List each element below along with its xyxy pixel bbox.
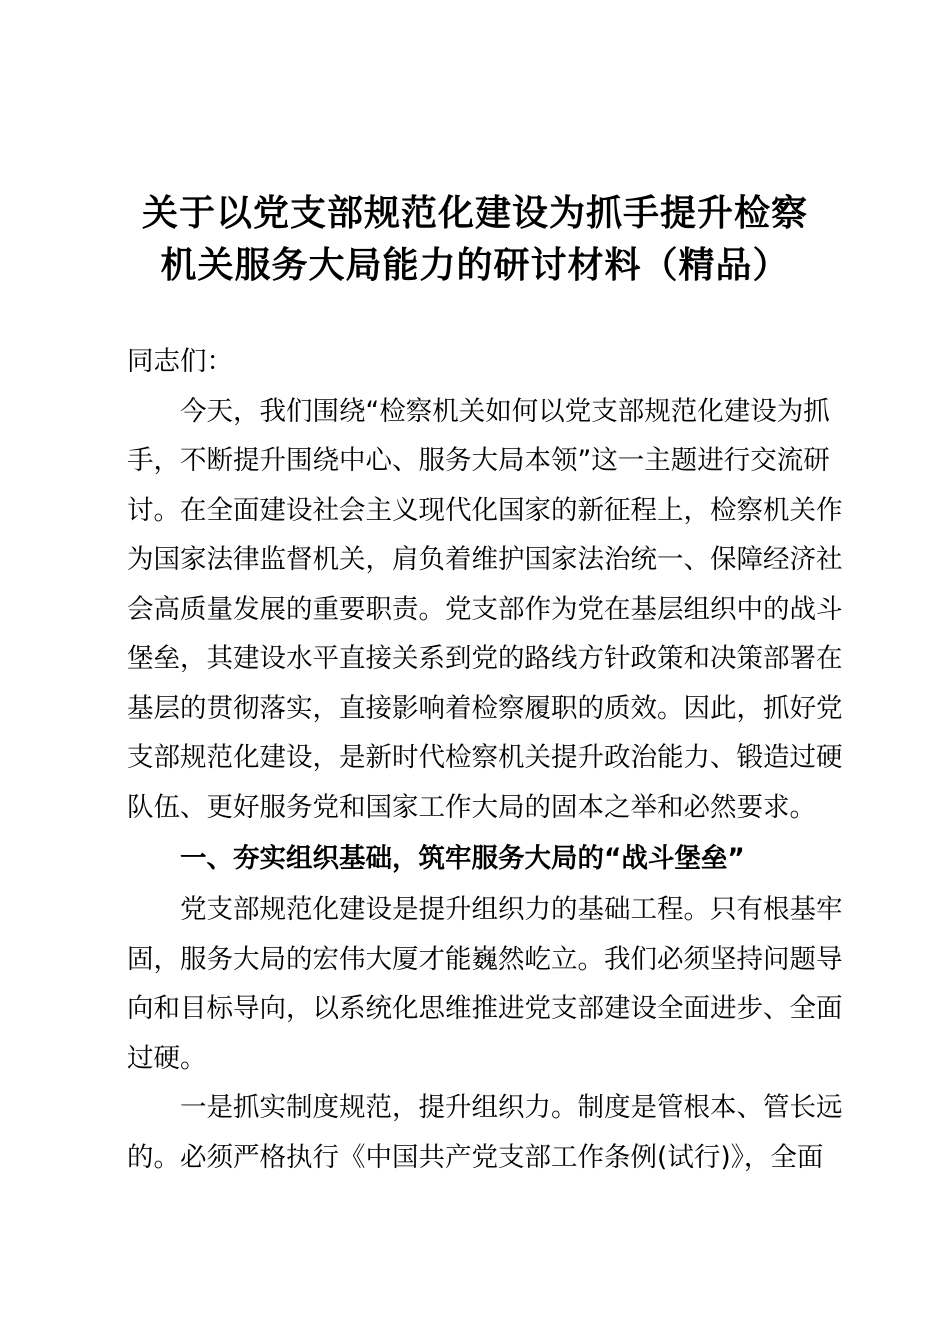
text-line: 今天，我们围绕“检察机关如何以党支部规范化建设为抓 — [180, 395, 830, 427]
text-line: 队伍、更好服务党和国家工作大局的固本之举和必然要求。 — [127, 791, 816, 823]
text-line: 为国家法律监督机关，肩负着维护国家法治统一、保障经济社 — [127, 544, 843, 575]
paragraph-point-1 — [127, 1083, 843, 1182]
document-body — [127, 337, 843, 1182]
paragraph-intro — [127, 387, 843, 833]
text-line: 党支部规范化建设是提升组织力的基础工程。只有根基牢 — [180, 894, 843, 925]
salutation: 同志们： — [127, 346, 233, 377]
text-line: 会高质量发展的重要职责。党支部作为党在基层组织中的战斗 — [127, 593, 843, 625]
document-title — [0, 188, 950, 292]
text-line: 向和目标导向，以系统化思维推进党支部建设全面进步、全面 — [127, 993, 843, 1024]
title-line: 关于以党支部规范化建设为抓手提升检察 — [141, 193, 808, 234]
text-line: 的。必须严格执行《中国共产党支部工作条例(试行)》，全面 — [127, 1141, 824, 1173]
text-line: 基层的贯彻落实，直接影响着检察履职的质效。因此，抓好党 — [127, 692, 843, 724]
text-line: 一是抓实制度规范，提升组织力。制度是管根本、管长远 — [180, 1092, 843, 1123]
text-line: 手，不断提升围绕中心、服务大局本领”这一主题进行交流研 — [127, 445, 830, 476]
text-line: 堡垒，其建设水平直接关系到党的路线方针政策和决策部署在 — [127, 643, 843, 674]
section-heading: 一、夯实组织基础，筑牢服务大局的“战斗堡垒” — [180, 843, 745, 874]
title-line: 机关服务大局能力的研讨材料（精品） — [160, 245, 790, 286]
paragraph-section-1 — [127, 885, 843, 1083]
text-line: 过硬。 — [127, 1042, 207, 1074]
text-line: 讨。在全面建设社会主义现代化国家的新征程上，检察机关作 — [127, 494, 843, 526]
text-line: 支部规范化建设，是新时代检察机关提升政治能力、锻造过硬 — [127, 742, 843, 773]
text-line: 固，服务大局的宏伟大厦才能巍然屹立。我们必须坚持问题导 — [127, 943, 843, 975]
